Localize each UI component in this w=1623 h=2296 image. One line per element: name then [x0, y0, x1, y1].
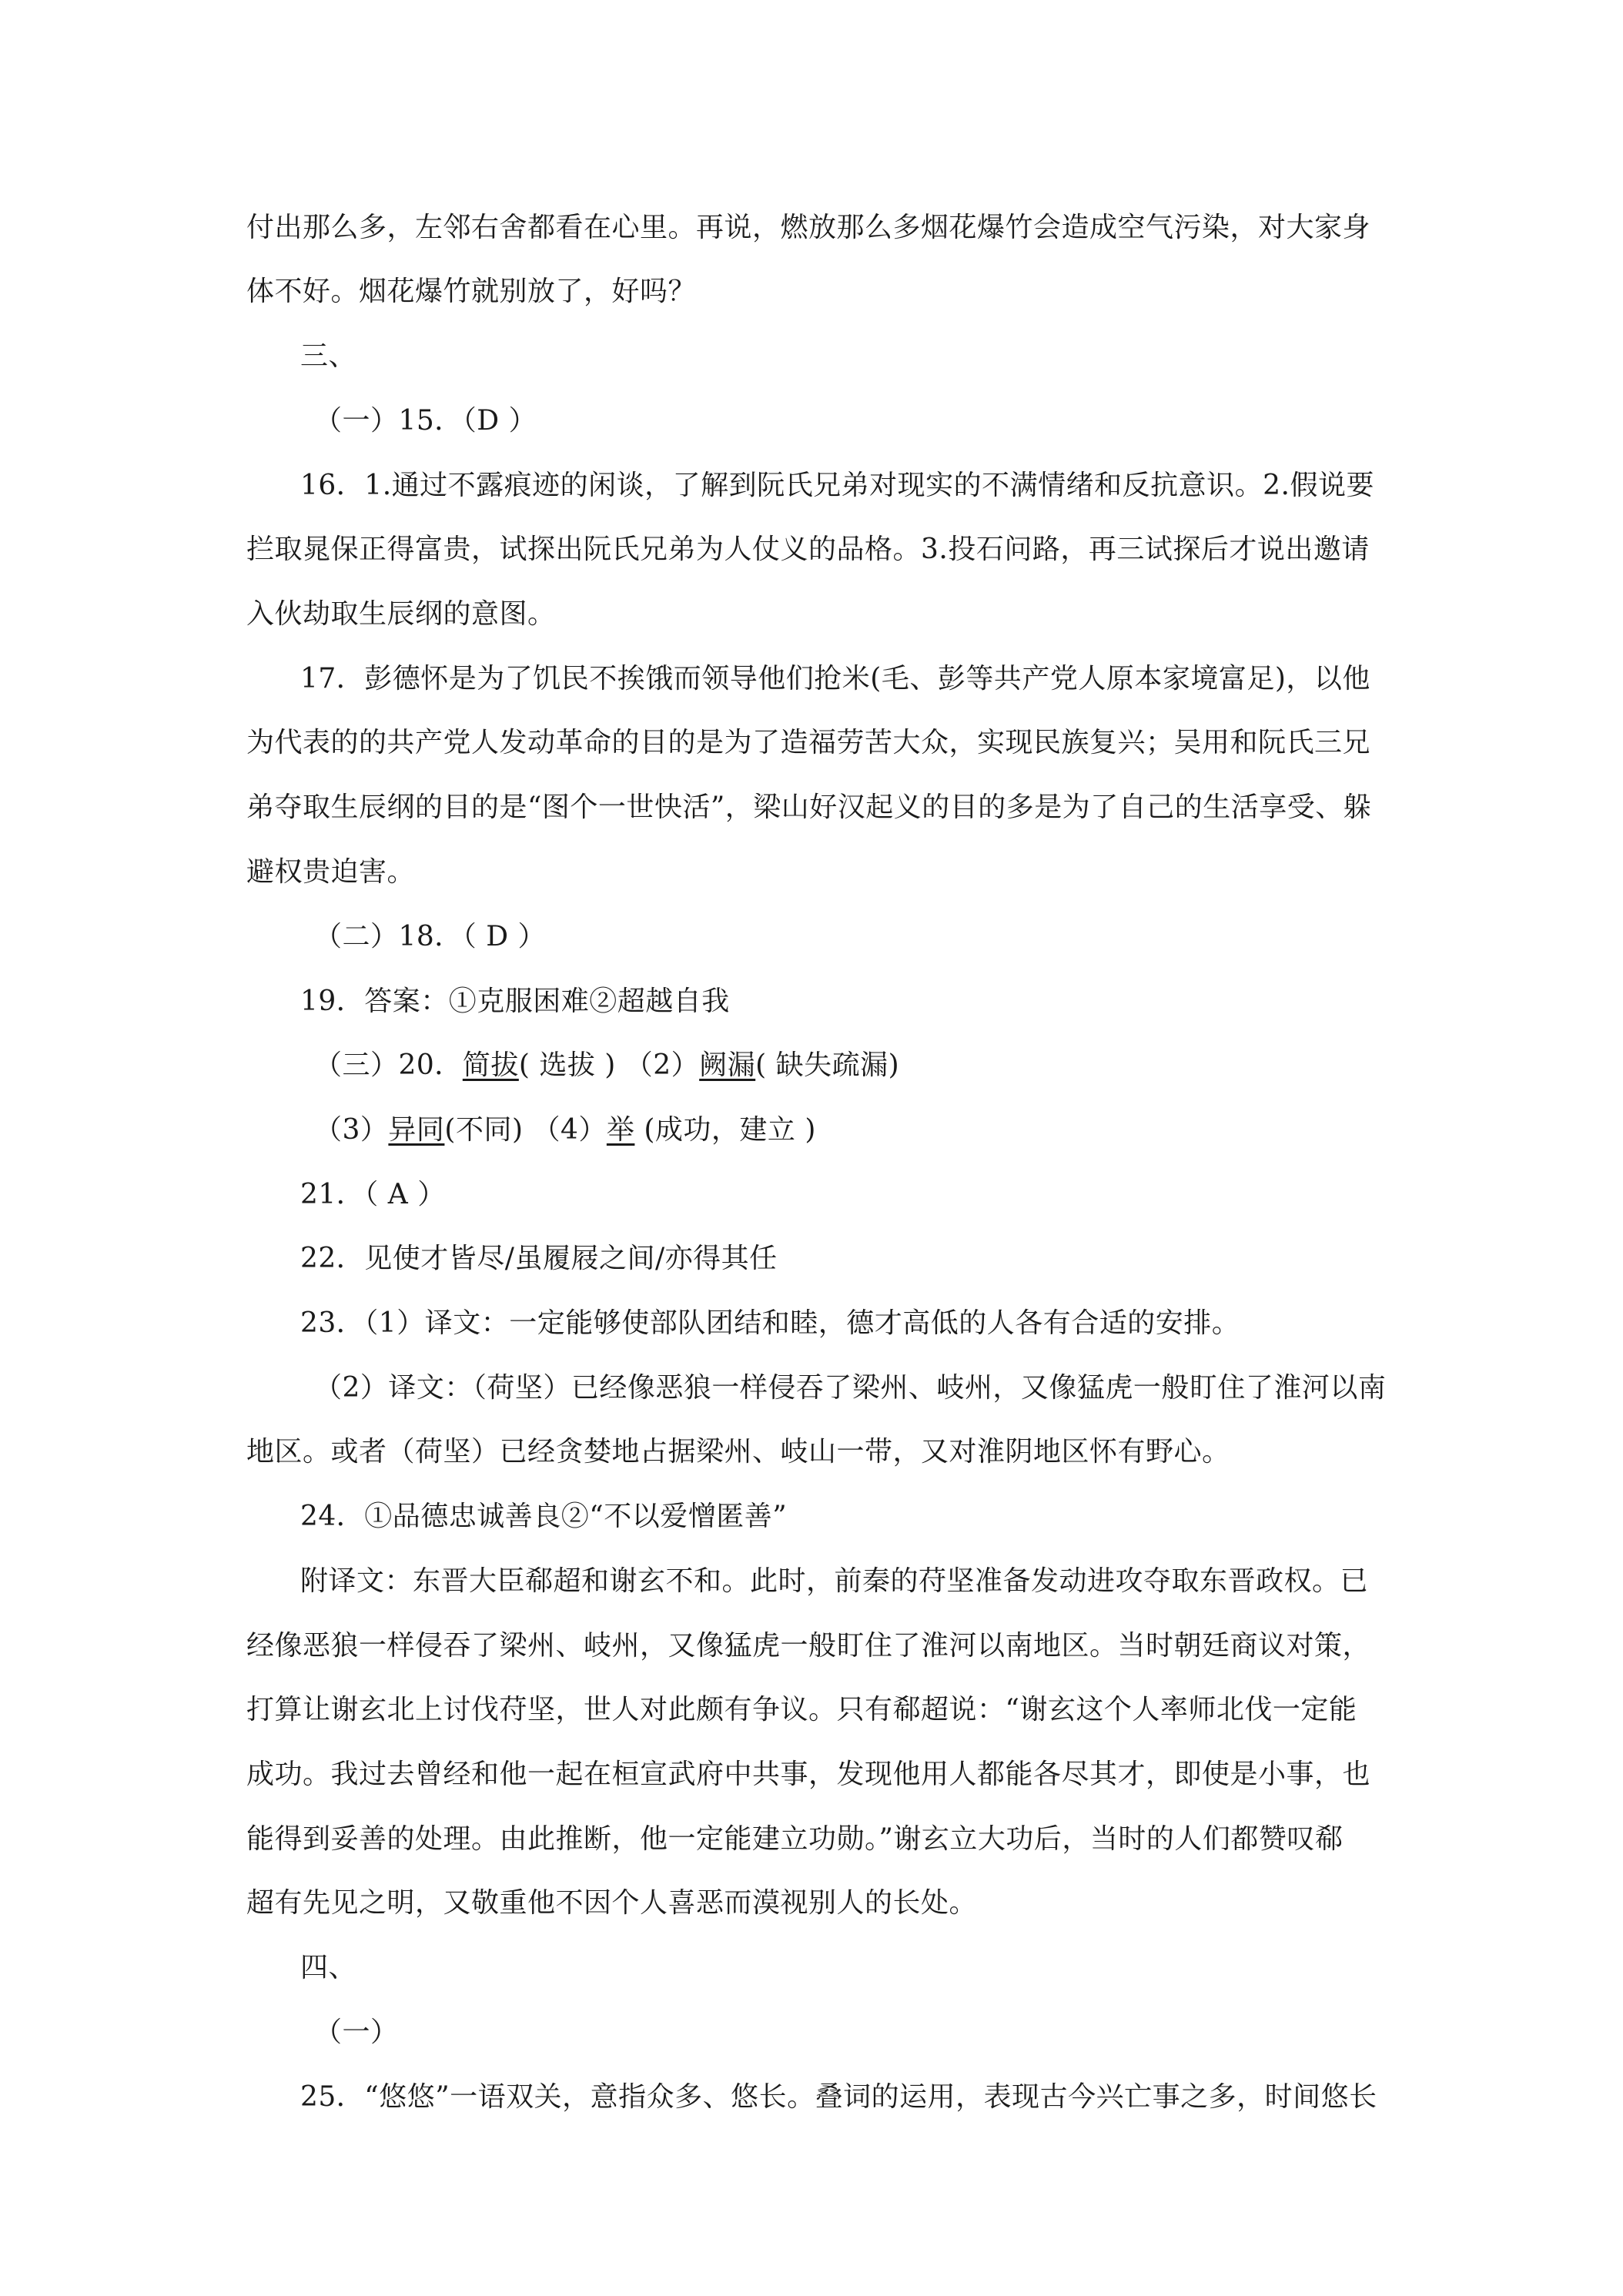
answer-line-20: [314, 1049, 899, 1083]
text-line: 能得到妥善的处理。由此推断，他一定能建立功勋。”谢玄立大功后，当时的人们都赞叹郗: [246, 1823, 1344, 1855]
gloss: (不同) （4）: [444, 1114, 607, 1146]
text-line: 拦取晁保正得富贵，试探出阮氏兄弟为人仗义的品格。3.投石问路，再三试探后才说出邀请: [246, 534, 1370, 565]
section-heading: 三、: [300, 340, 357, 372]
underlined-word: 举: [606, 1114, 635, 1146]
answer-line: 19．答案：①克服困难②超越自我: [300, 986, 730, 1017]
answer-prefix: （3）: [314, 1114, 389, 1146]
text-line: 附译文：东晋大臣郗超和谢玄不和。此时，前秦的苻坚准备发动进攻夺取东晋政权。已: [300, 1565, 1369, 1597]
text-line: 打算让谢玄北上讨伐苻坚，世人对此颇有争议。只有郗超说：“谢玄这个人率师北伐一定能: [246, 1694, 1357, 1725]
answer-line-20b: [314, 1113, 816, 1147]
text-line: （2）译文：（荷坚）已经像恶狼一样侵吞了梁州、岐州，又像猛虎一般盯住了淮河以南: [314, 1372, 1387, 1404]
answer-prefix: （三）20．: [314, 1049, 463, 1081]
text-line: 17．彭德怀是为了饥民不挨饿而领导他们抢米(毛、彭等共产党人原本家境富足)，以他: [300, 663, 1370, 694]
gloss: ( 选拔 ) （2）: [518, 1049, 700, 1081]
answer-line: （一）15．（D ）: [314, 405, 537, 437]
subsection-heading: （一）: [314, 2017, 399, 2048]
answer-line: 22．见使才皆尽/虽履屐之间/亦得其任: [300, 1243, 778, 1274]
answer-line: 23．（1）译文：一定能够使部队团结和睦，德才高低的人各有合适的安排。: [300, 1307, 1240, 1339]
gloss: ( 缺失疏漏): [755, 1049, 900, 1081]
underlined-word: 异同: [388, 1114, 445, 1146]
gloss: (成功，建立 ): [634, 1114, 816, 1146]
text-line: 体不好。烟花爆竹就别放了，好吗？: [246, 276, 697, 307]
text-line: 经像恶狼一样侵吞了梁州、岐州，又像猛虎一般盯住了淮河以南地区。当时朝廷商议对策，: [246, 1630, 1371, 1662]
underlined-word: 简拔: [462, 1049, 519, 1081]
text-line: 超有先见之明，又敬重他不因个人喜恶而漠视别人的长处。: [246, 1887, 978, 1919]
answer-line: 24．①品德忠诚善良②“不以爱憎匿善”: [300, 1501, 788, 1532]
answer-line: 21．（ A ）: [300, 1179, 446, 1210]
text-line: 付出那么多，左邻右舍都看在心里。再说，燃放那么多烟花爆竹会造成空气污染，对大家身: [246, 212, 1371, 243]
text-line: 16．1.通过不露痕迹的闲谈，了解到阮氏兄弟对现实的不满情绪和反抗意识。2.假说要: [300, 470, 1375, 501]
text-line: 为代表的的共产党人发动革命的目的是为了造福劳苦大众，实现民族复兴；吴用和阮氏三兄: [246, 727, 1371, 758]
text-line: 地区。或者（荷坚）已经贪婪地占据梁州、岐山一带，又对淮阴地区怀有野心。: [246, 1436, 1230, 1468]
text-line: 避权贵迫害。: [246, 856, 416, 888]
underlined-word: 阙漏: [699, 1049, 756, 1081]
text-line: 入伙劫取生辰纲的意图。: [246, 598, 556, 630]
text-line: 成功。我过去曾经和他一起在桓宣武府中共事，发现他用人都能各尽其才，即使是小事，也: [246, 1759, 1371, 1790]
text-line: 25．“悠悠”一语双关，意指众多、悠长。叠词的运用，表现古今兴亡事之多，时间悠长: [300, 2081, 1377, 2113]
answer-line: （二）18．（ D ）: [314, 921, 547, 952]
section-heading: 四、: [300, 1952, 357, 1983]
text-line: 弟夺取生辰纲的目的是“图个一世快活”，梁山好汉起义的目的多是为了自己的生活享受、躲: [246, 792, 1372, 823]
